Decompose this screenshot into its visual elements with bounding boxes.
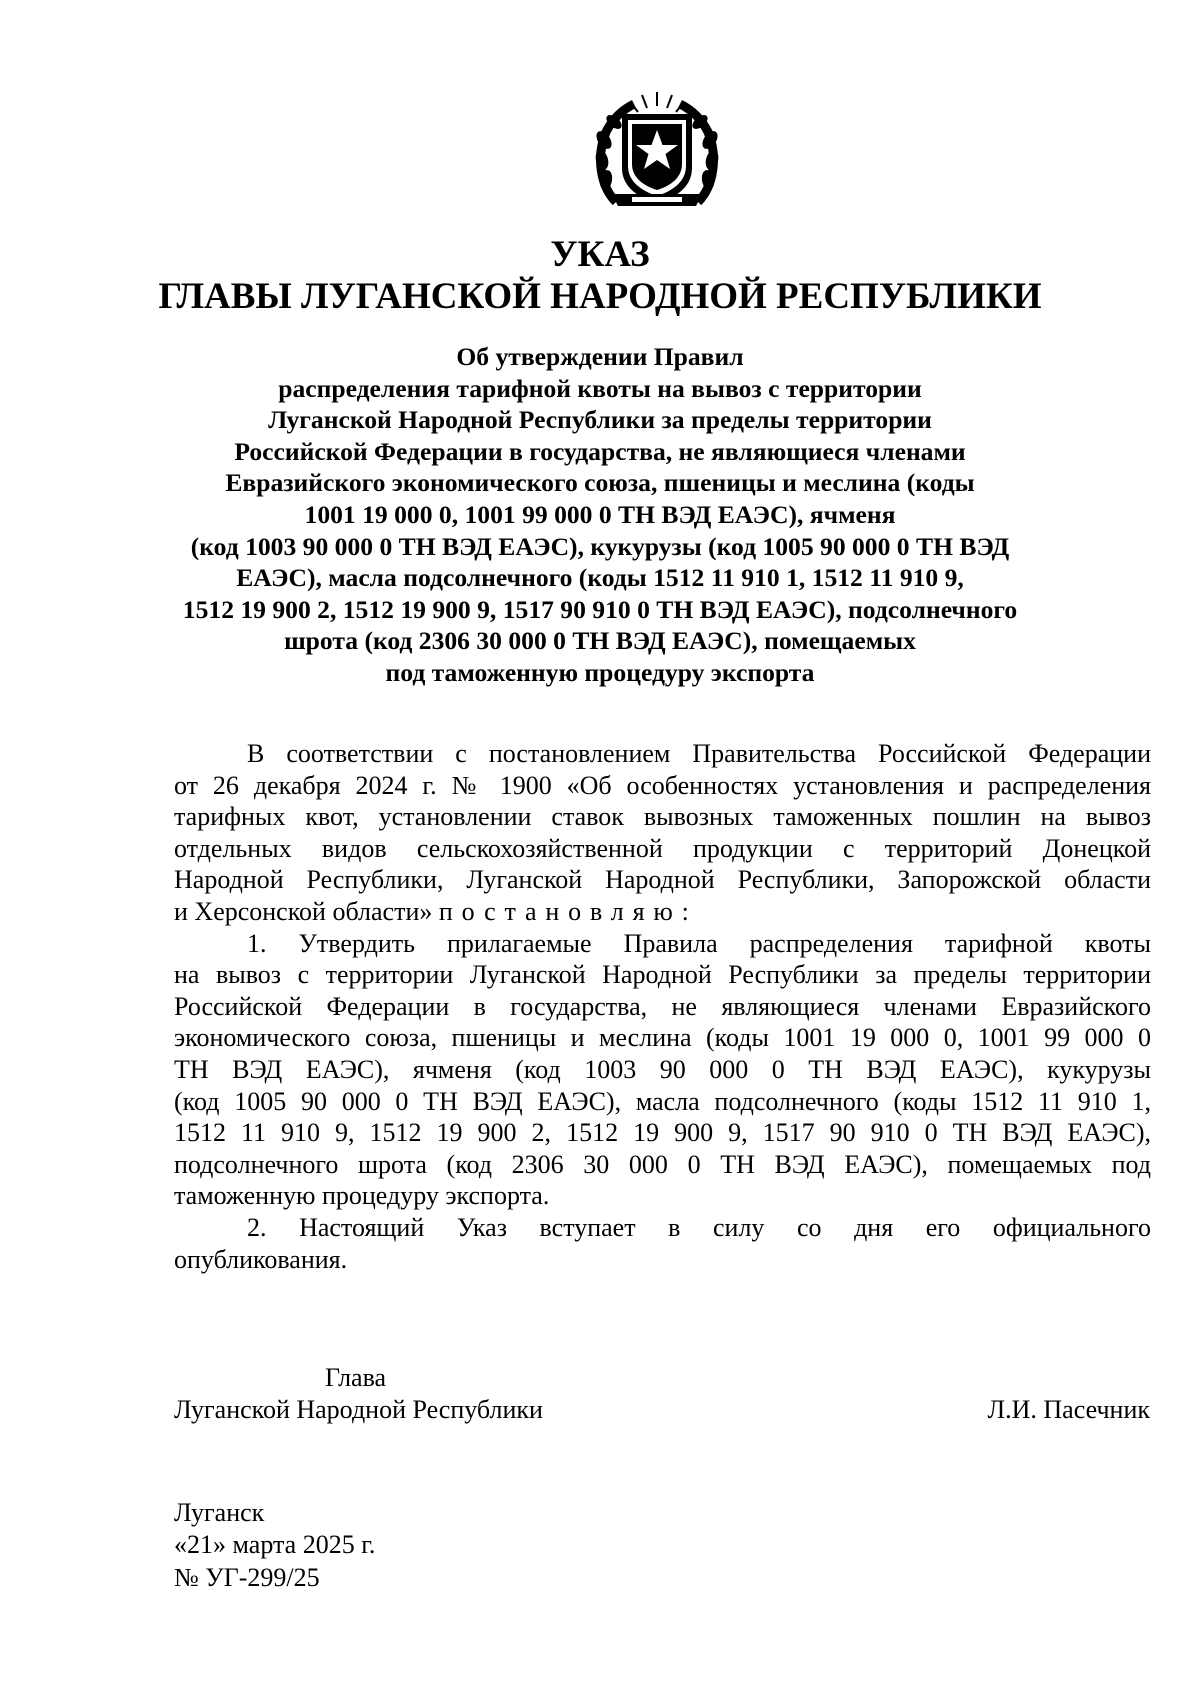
decree-number: № УГ-299/25 — [174, 1563, 320, 1592]
body-line — [174, 896, 1151, 928]
subject-line: 1001 19 000 0, 1001 99 000 0 ТН ВЭД ЕАЭС), ячменя — [304, 499, 896, 529]
body-line: экономического союза, пшеницы и меслина (коды 1001 19 000 0, 1001 99 000 0 — [174, 1023, 1151, 1053]
preamble-paragraph — [174, 738, 1151, 928]
body-line: таможенную процедуру экспорта. — [174, 1181, 550, 1211]
decree-subject — [150, 341, 1050, 689]
subject-line: Евразийского экономического союза, пшеницы и меслина (коды — [225, 468, 975, 498]
coat-of-arms-emblem — [592, 90, 722, 214]
body-line: отдельных видов сельскохозяйственной продукции с территорий Донецкой — [174, 833, 1151, 863]
body-line: подсолнечного шрота (код 2306 30 000 0 ТН ВЭД ЕАЭС), помещаемых под — [174, 1149, 1151, 1179]
signatory-position-org: Луганской Народной Республики — [174, 1395, 543, 1424]
body-line: 1. Утвердить прилагаемые Правила распределения тарифной квоты — [247, 928, 1151, 958]
body-line: тарифных квот, установлении ставок вывозных таможенных пошлин на вывоз — [174, 802, 1151, 832]
preamble-last-text: и Херсонской области» — [174, 896, 433, 926]
subject-line: распределения тарифной квоты на вывоз с территории — [278, 373, 922, 403]
body-line: (код 1005 90 000 0 ТН ВЭД ЕАЭС), масла подсолнечного (коды 1512 11 910 1, — [174, 1086, 1151, 1116]
subject-line: шрота (код 2306 30 000 0 ТН ВЭД ЕАЭС), помещаемых — [284, 626, 916, 656]
issue-place: Луганск — [174, 1498, 265, 1527]
body-line: В соответствии с постановлением Правительства Российской Федерации — [247, 739, 1151, 768]
subject-line: Луганской Народной Республики за пределы территории — [268, 405, 932, 435]
body-line: ТН ВЭД ЕАЭС), ячменя (код 1003 90 000 0 ТН ВЭД ЕАЭС), кукурузы — [174, 1054, 1151, 1084]
subject-line: (код 1003 90 000 0 ТН ВЭД ЕАЭС), кукурузы (код 1005 90 000 0 ТН ВЭД — [190, 531, 1010, 561]
subject-line: под таможенную процедуру экспорта — [385, 657, 815, 687]
subject-line: 1512 19 900 2, 1512 19 900 9, 1517 90 910 0 ТН ВЭД ЕАЭС), подсолнечного — [182, 594, 1018, 624]
decree-word: постановляю: — [438, 896, 698, 926]
body-line: на вывоз с территории Луганской Народной Республики за пределы территории — [174, 960, 1151, 990]
signatory-position-title: Глава — [325, 1363, 387, 1392]
decree-issuer: ГЛАВЫ ЛУГАНСКОЙ НАРОДНОЙ РЕСПУБЛИКИ — [158, 276, 1042, 317]
decree-title: УКАЗ — [550, 234, 650, 275]
subject-line: ЕАЭС), масла подсолнечного (коды 1512 11 910 1, 1512 11 910 9, — [236, 563, 964, 593]
body-line: Народной Республики, Луганской Народной Республики, Запорожской области — [174, 865, 1151, 895]
decree-body — [174, 738, 1151, 1275]
issue-date: «21» марта 2025 г. — [174, 1530, 376, 1559]
item-2-paragraph — [174, 1212, 1151, 1275]
item-1-paragraph — [174, 928, 1151, 1212]
body-line: от 26 декабря 2024 г. № 1900 «Об особенностях установления и распределения — [174, 770, 1151, 800]
body-line: 1512 11 910 9, 1512 19 900 2, 1512 19 900 9, 1517 90 910 0 ТН ВЭД ЕАЭС), — [174, 1118, 1151, 1148]
body-line: опубликования. — [174, 1244, 348, 1274]
subject-line: Российской Федерации в государства, не являющиеся членами — [234, 436, 966, 466]
signatory-name: Л.И. Пасечник — [987, 1395, 1150, 1424]
subject-line: Об утверждении Правил — [456, 342, 744, 371]
body-line: Российской Федерации в государства, не являющиеся членами Евразийского — [174, 991, 1151, 1021]
body-line: 2. Настоящий Указ вступает в силу со дня его официального — [247, 1212, 1151, 1242]
